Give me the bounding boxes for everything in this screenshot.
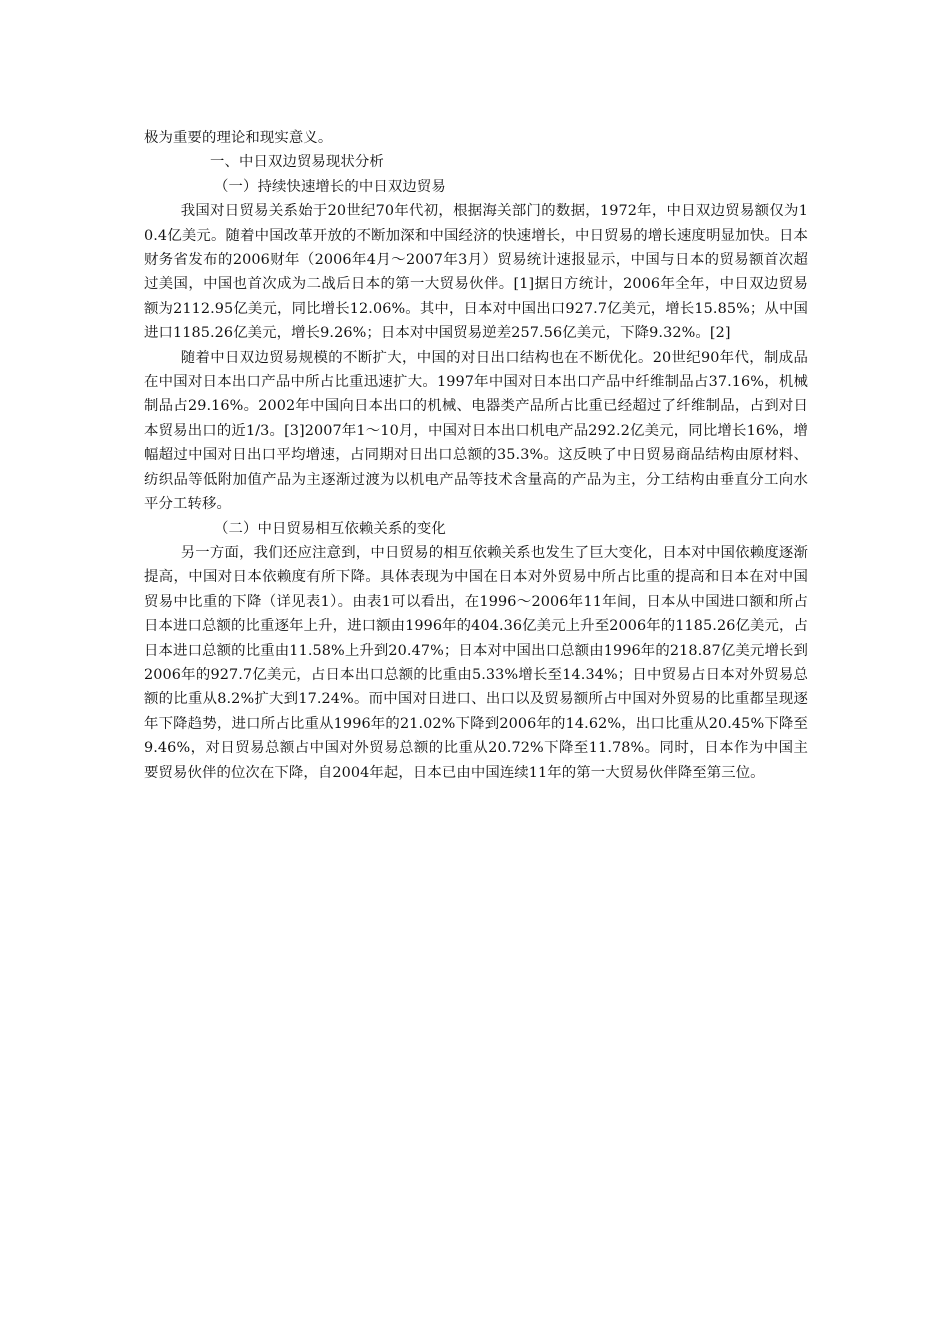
paragraph-export-structure: 随着中日双边贸易规模的不断扩大，中国的对日出口结构也在不断优化。20世纪90年代，制成品在中国对日本出口产品中所占比重迅速扩大。1997年中国对日本出口产品中纤维制品占37.16%，机械制品占29.16%。2002年中国向日本出口的机械、电器类产品所占比重已经超过了纤维制品，占到对日本贸易出口的近1/3。[3]2007年1～10月，中国对日本出口机电产品292.2亿美元，同比增长16%，增幅超过中国对日出口平均增速，占同期对日出口总额的35.3%。这反映了中日贸易商品结构由原材料、纺织品等低附加值产品为主逐渐过渡为以机电产品等技术含量高的产品为主，分工结构由垂直分工向水平分工转移。 — [144, 349, 808, 513]
intro-fragment: 极为重要的理论和现实意义。 — [144, 130, 333, 146]
subsection-heading-1: （一）持续快速增长的中日双边贸易 — [214, 178, 446, 195]
subsection-heading-2: （二）中日贸易相互依赖关系的变化 — [214, 520, 446, 537]
document-body — [144, 126, 808, 785]
paragraph-trade-growth: 我国对日贸易关系始于20世纪70年代初，根据海关部门的数据，1972年，中日双边贸易额仅为10.4亿美元。随着中国改革开放的不断加深和中国经济的快速增长，中日贸易的增长速度明显加快。日本财务省发布的2006财年（2006年4月～2007年3月）贸易统计速报显示，中国与日本的贸易额首次超过美国，中国也首次成为二战后日本的第一大贸易伙伴。[1]据日方统计，2006年全年，中日双边贸易额为2112.95亿美元，同比增长12.06%。其中，日本对中国出口927.7亿美元，增长15.85%；从中国进口1185.26亿美元，增长9.26%；日本对中国贸易逆差257.56亿美元，下降9.32%。[2] — [144, 203, 808, 342]
paragraph-dependency: 另一方面，我们还应注意到，中日贸易的相互依赖关系也发生了巨大变化，日本对中国依赖度逐渐提高，中国对日本依赖度有所下降。具体表现为中国在日本对外贸易中所占比重的提高和日本在对中国贸易中比重的下降（详见表1）。由表1可以看出，在1996～2006年11年间，日本从中国进口额和所占日本进口总额的比重逐年上升，进口额由1996年的404.36亿美元上升至2006年的1185.26亿美元，占日本进口总额的比重由11.58%上升到20.47%；日本对中国出口总额由1996年的218.87亿美元增长到2006年的927.7亿美元，占日本出口总额的比重由5.33%增长至14.34%；日中贸易占日本对外贸易总额的比重从8.2%扩大到17.24%。而中国对日进口、出口以及贸易额所占中国对外贸易的比重都呈现逐年下降趋势，进口所占比重从1996年的21.02%下降到2006年的14.62%，出口比重从20.45%下降至9.46%，对日贸易总额占中国对外贸易总额的比重从20.72%下降至11.78%。同时，日本作为中国主要贸易伙伴的位次在下降，自2004年起，日本已由中国连续11年的第一大贸易伙伴降至第三位。 — [144, 544, 808, 781]
section-heading: 一、中日双边贸易现状分析 — [210, 154, 384, 171]
